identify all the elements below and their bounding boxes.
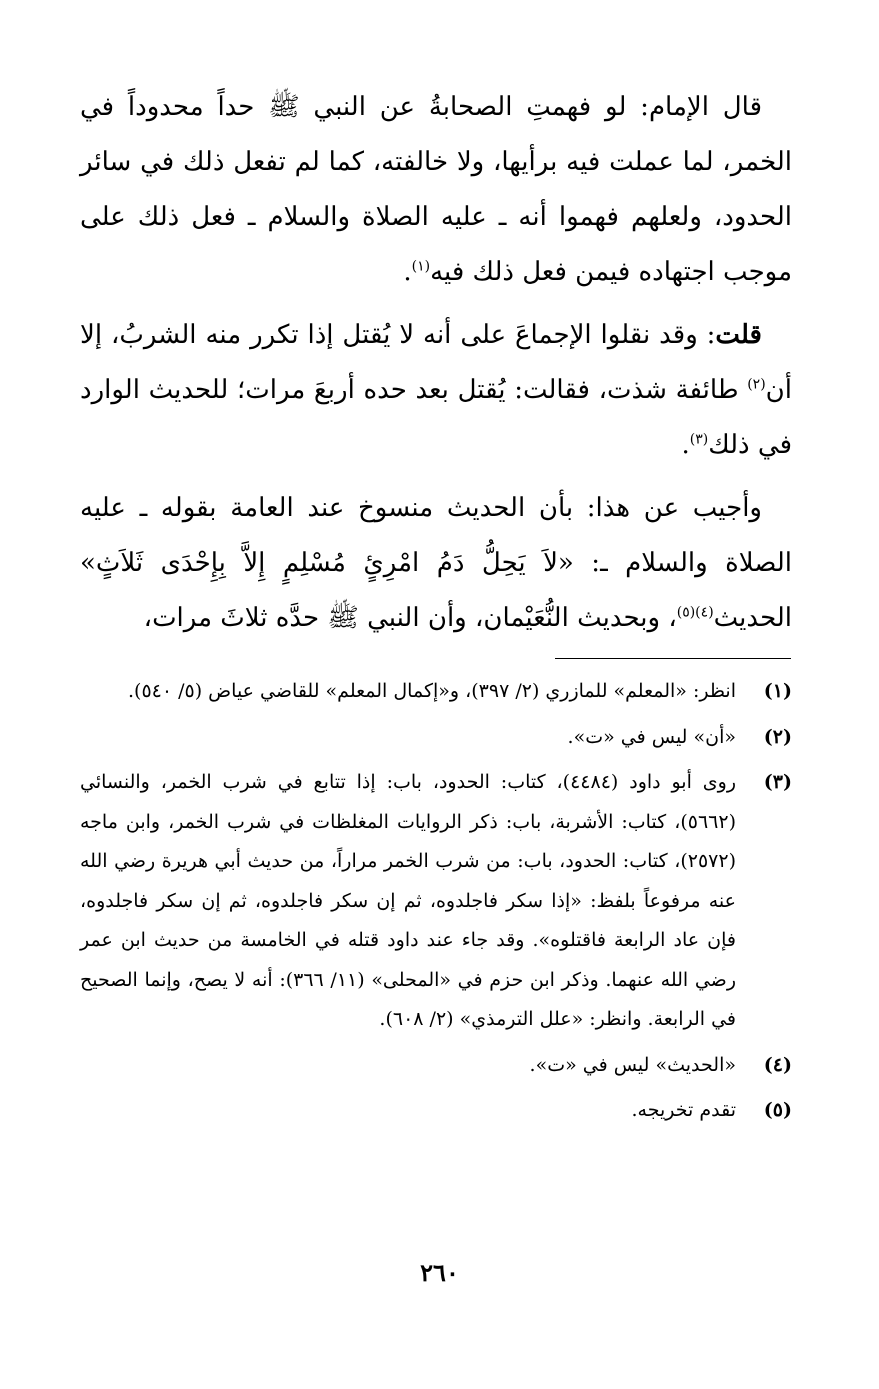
footnote-5 [80, 1091, 792, 1131]
paragraph-1-tail: . [403, 257, 412, 287]
main-text [80, 80, 792, 654]
footnote-divider [555, 658, 791, 659]
paragraph-2-text: : وقد نقلوا الإجماعَ على أنه لا يُقتل إذا تكرر منه الشربُ، إلا أن [80, 320, 792, 405]
footnote-1 [80, 672, 792, 712]
paragraph-2-lead: قلت [715, 320, 762, 350]
footnote-number: (١) [763, 680, 792, 702]
footnote-number: (٥) [763, 1099, 792, 1121]
page-number: ٢٦٠ [420, 1258, 459, 1287]
footnote-ref-2[interactable]: (٢) [747, 376, 766, 393]
footnote-4 [80, 1046, 792, 1086]
footnote-ref-4-5[interactable]: (٤)(٥) [676, 604, 714, 621]
paragraph-3 [80, 481, 792, 646]
footnote-ref-3[interactable]: (٣) [689, 431, 709, 448]
paragraph-3-text: وأجيب عن هذا: بأن الحديث منسوخ عند العامة بقوله ـ عليه الصلاة والسلام ـ: «لاَ يَحِلُّ دَمُ امْرِئٍ مُسْلِمٍ إِلاَّ بِإِحْدَى ثَلاَثٍ» الحديث [80, 493, 792, 633]
footnote-text: «الحديث» ليس في «ت». [529, 1053, 736, 1076]
paragraph-3-tail: ، وبحديث النُّعَيْمان، وأن النبي ﷺ حدَّه ثلاثَ مرات، [143, 603, 677, 633]
paragraph-2-tail2: . [681, 430, 690, 460]
paragraph-2-tail: طائفة شذت، فقالت: يُقتل بعد حده أربعَ مرات؛ للحديث الوارد في ذلك [80, 375, 792, 460]
footnote-text: روى أبو داود (٤٤٨٤)، كتاب: الحدود، باب: إذا تتابع في شرب الخمر، والنسائي (٥٦٦٢)، كتاب: الأشربة، باب: ذكر الروايات المغلظات في شرب الخمر، وابن ماجه (٢٥٧٢)، كتاب: الحدود، باب: من شرب الخمر مراراً، من حديث أبي هريرة رضي الله عنه مرفوعاً بلفظ: «إذا سكر فاجلدوه، ثم إن سكر فاجلدوه، ثم إن سكر فاجلدوه، فإن عاد الرابعة فاقتلوه». وقد جاء عند داود قتله في الخامسة من حديث ابن عمر رضي الله عنهما. وذكر ابن حزم في «المحلى» (١١/ ٣٦٦): أنه لا يصح، وإنما الصحيح في الرابعة. وانظر: «علل الترمذي» (٢/ ٦٠٨). [80, 771, 736, 1030]
footnote-number: (٣) [763, 771, 792, 793]
paragraph-1-text: قال الإمام: لو فهمتِ الصحابةُ عن النبي ﷺ حداً محدوداً في الخمر، لما عملت فيه برأيها، ولا خالفته، كما لم تفعل ذلك في سائر الحدود، ولعلهم فهموا أنه ـ عليه الصلاة والسلام ـ فعل ذلك على موجب اجتهاده فيمن فعل ذلك فيه [80, 92, 792, 287]
paragraph-2 [80, 308, 792, 473]
footnote-text: تقدم تخريجه. [631, 1099, 736, 1121]
footnote-text: انظر: «المعلم» للمازري (٢/ ٣٩٧)، و«إكمال المعلم» للقاضي عياض (٥/ ٥٤٠). [127, 680, 736, 702]
footnote-number: (٤) [763, 1053, 792, 1076]
footnote-ref-1[interactable]: (١) [411, 258, 431, 275]
footnote-3 [80, 763, 792, 1040]
footnote-2 [80, 718, 792, 758]
paragraph-1 [80, 80, 792, 300]
footnote-text: «أن» ليس في «ت». [567, 725, 736, 748]
footnotes [80, 672, 792, 1137]
footnote-number: (٢) [763, 725, 792, 748]
